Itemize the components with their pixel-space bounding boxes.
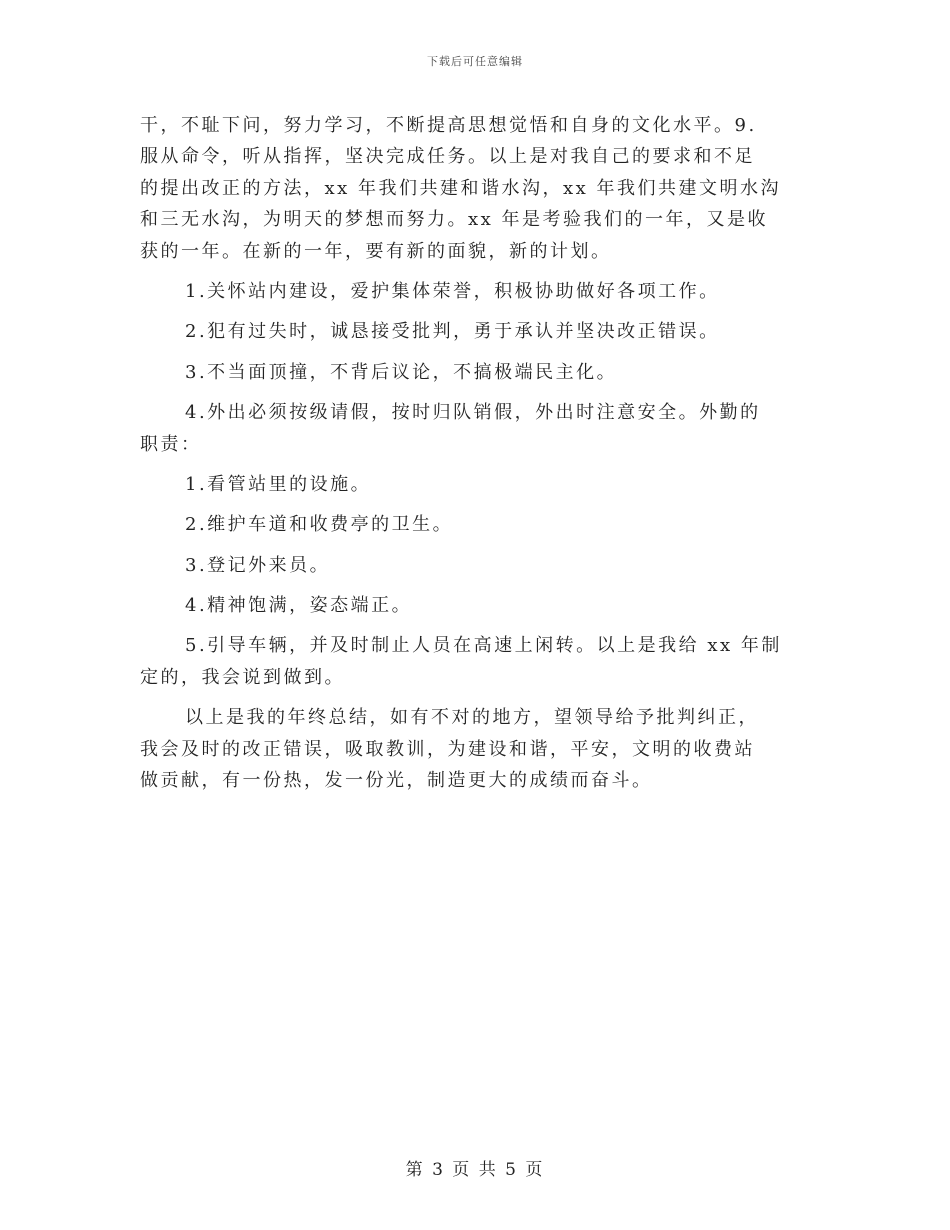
text-line: 做贡献，有一份热，发一份光，制造更大的成绩而奋斗。 [140, 770, 653, 792]
text-line: 服从命令，听从指挥，坚决完成任务。以上是对我自己的要求和不足 [140, 146, 755, 168]
text-line: 干，不耻下问，努力学习，不断提高思想觉悟和自身的文化水平。9. [140, 115, 757, 136]
list-item: 2.犯有过失时，诚恳接受批判，勇于承认并坚决改正错误。 [185, 321, 720, 343]
text-line: 我会及时的改正错误，吸取教训，为建设和谐，平安，文明的收费站 [140, 738, 755, 760]
list-item: 1.看管站里的设施。 [185, 473, 372, 495]
document-body [140, 110, 808, 796]
text-line: 职责： [140, 433, 202, 455]
list-item: 4.外出必须按级请假，按时归队销假，外出时注意安全。外勤的 [185, 402, 761, 424]
list-item: 5.引导车辆，并及时制止人员在高速上闲转。以上是我给 xx 年制 [185, 635, 782, 657]
list-item: 3.不当面顶撞，不背后议论，不搞极端民主化。 [185, 361, 618, 383]
text-line: 定的，我会说到做到。 [140, 666, 345, 688]
text-line: 和三无水沟，为明天的梦想而努力。xx 年是考验我们的一年，又是收 [140, 209, 769, 231]
list-item: 4.精神饱满，姿态端正。 [185, 595, 413, 617]
page-number: 第 3 页 共 5 页 [405, 1160, 545, 1180]
list-item: 3.登记外来员。 [185, 554, 331, 576]
header-note: 下载后可任意编辑 [427, 55, 523, 68]
paragraph-start: 以上是我的年终总结，如有不对的地方，望领导给予批判纠正， [185, 707, 759, 729]
text-line: 获的一年。在新的一年，要有新的面貌，新的计划。 [140, 240, 612, 262]
text-line: 的提出改正的方法，xx 年我们共建和谐水沟，xx 年我们共建文明水沟 [140, 177, 782, 199]
list-item: 1.关怀站内建设，爱护集体荣誉，积极协助做好各项工作。 [185, 280, 720, 302]
list-item: 2.维护车道和收费亭的卫生。 [185, 514, 454, 536]
